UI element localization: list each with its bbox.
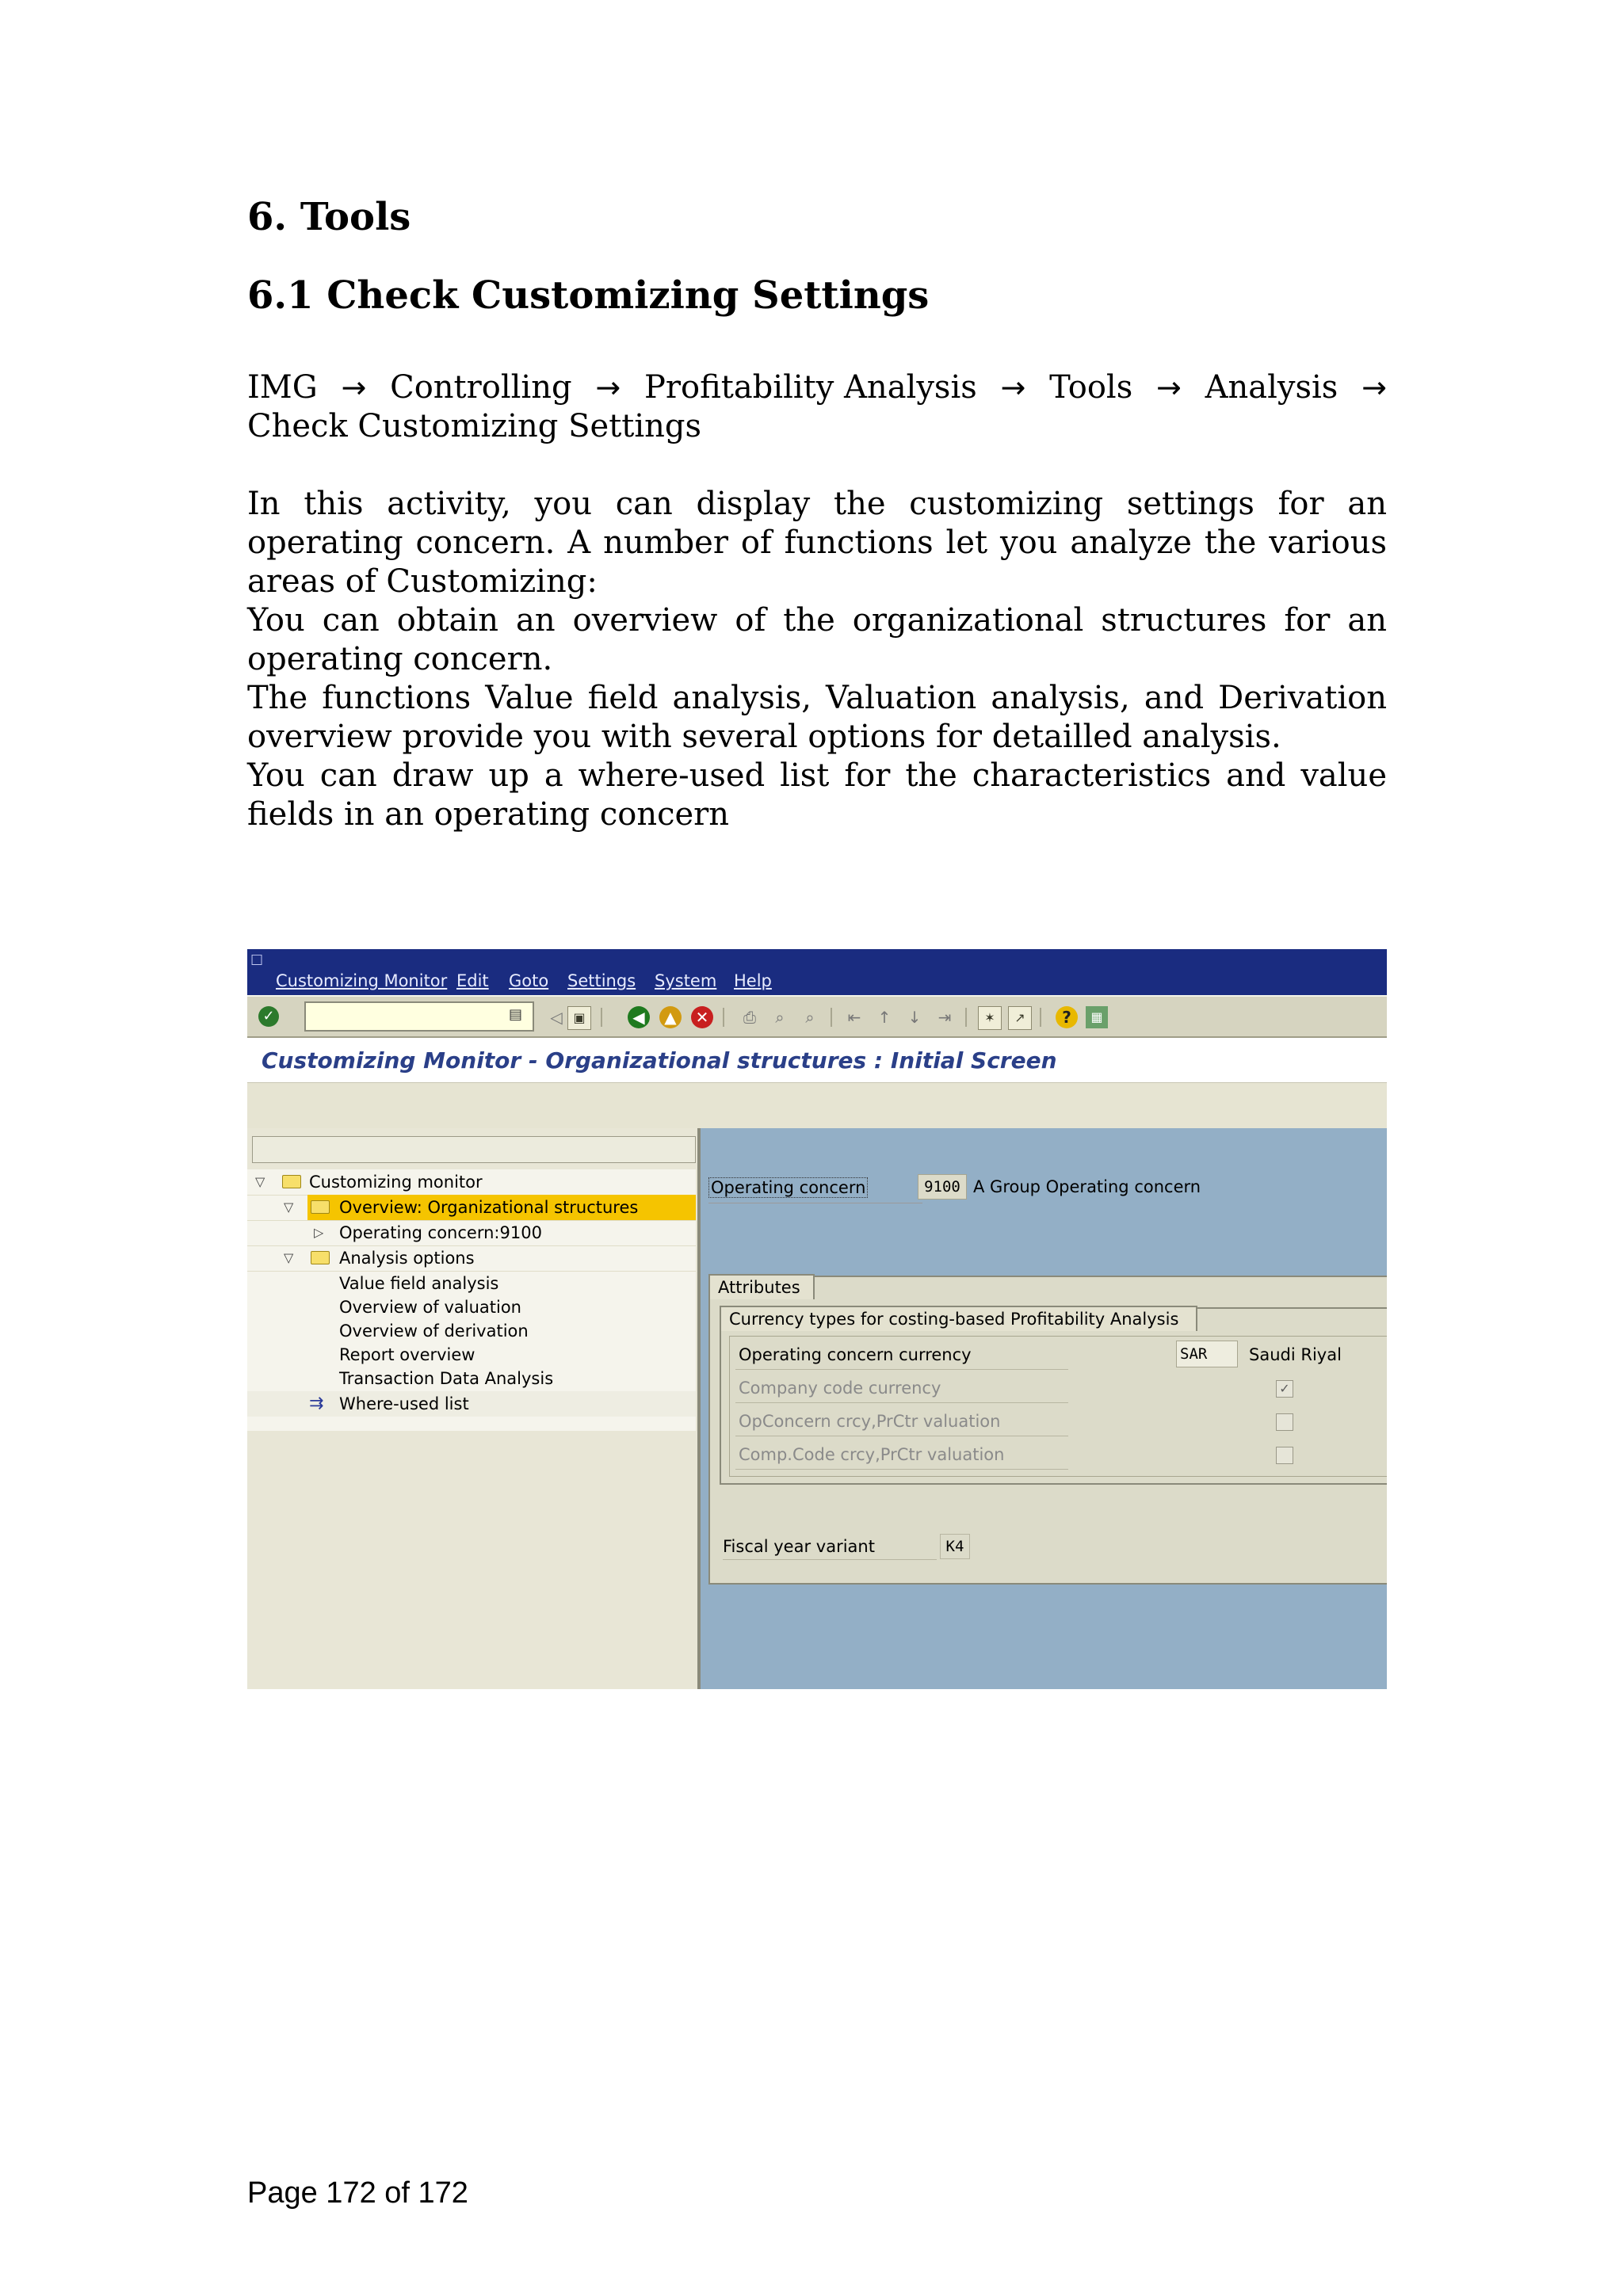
right-arrow-icon: → xyxy=(1361,370,1387,405)
paragraph: You can obtain an overview of the organizational structures for an operating concern. xyxy=(247,602,1387,677)
section-heading: 6. Tools xyxy=(247,195,411,239)
find-next-icon[interactable]: ⌕ xyxy=(805,1008,815,1027)
expanded-triangle-icon[interactable]: ▽ xyxy=(284,1250,294,1265)
tree-node-label: Overview: Organizational structures xyxy=(339,1198,639,1217)
opconcern-prctr-checkbox[interactable] xyxy=(1276,1413,1293,1431)
application-toolbar xyxy=(247,1082,1387,1129)
tree-node-label: Analysis options xyxy=(339,1249,475,1268)
opconcern-prctr-label: OpConcern crcy,PrCtr valuation xyxy=(739,1412,1001,1431)
menu-help[interactable]: Help xyxy=(734,971,772,990)
command-history-icon[interactable]: ▤ xyxy=(509,1006,523,1023)
tree-leaf-report-overview[interactable]: Report overview xyxy=(339,1345,475,1364)
folder-icon xyxy=(311,1200,330,1214)
compcode-prctr-checkbox[interactable] xyxy=(1276,1447,1293,1464)
back-arrow-icon[interactable]: ◁ xyxy=(550,1008,563,1027)
subsection-heading: 6.1 Check Customizing Settings xyxy=(247,273,930,318)
shortcut-icon[interactable]: ↗ xyxy=(1008,1006,1032,1030)
first-page-icon[interactable]: ⇤ xyxy=(847,1008,861,1027)
path-step: Analysis xyxy=(1205,369,1338,406)
right-arrow-icon: → xyxy=(1155,370,1182,405)
cancel-icon[interactable]: ✕ xyxy=(691,1006,713,1028)
tree-leaf-transaction-data-analysis[interactable]: Transaction Data Analysis xyxy=(339,1369,554,1388)
fiscal-year-variant-label: Fiscal year variant xyxy=(723,1537,875,1556)
back-icon[interactable]: ◀ xyxy=(628,1006,650,1028)
detail-pane xyxy=(701,1128,1387,1689)
next-page-icon[interactable]: ↓ xyxy=(907,1008,922,1027)
enter-check-icon[interactable]: ✓ xyxy=(258,1006,279,1027)
tree-leaf-value-field-analysis[interactable]: Value field analysis xyxy=(339,1274,499,1293)
compcode-prctr-label: Comp.Code crcy,PrCtr valuation xyxy=(739,1445,1005,1464)
path-step: IMG xyxy=(247,369,318,406)
tree-node-root[interactable] xyxy=(247,1169,696,1195)
tree-node-label: Operating concern:9100 xyxy=(339,1223,542,1242)
open-folder-icon xyxy=(311,1251,330,1264)
print-icon[interactable]: ⎙ xyxy=(743,1008,756,1027)
opconcern-currency-label: Operating concern currency xyxy=(739,1345,972,1364)
tree-node-where-used[interactable] xyxy=(247,1391,696,1417)
right-arrow-icon: → xyxy=(341,370,367,405)
previous-page-icon[interactable]: ↑ xyxy=(877,1008,892,1027)
menu-edit[interactable]: Edit xyxy=(456,971,489,990)
help-icon[interactable]: ? xyxy=(1056,1006,1078,1028)
folder-icon xyxy=(282,1175,301,1188)
tree xyxy=(247,1169,696,1431)
sap-menu-icon[interactable]: ☐ xyxy=(250,952,264,969)
command-field[interactable] xyxy=(304,1001,534,1032)
sap-screenshot xyxy=(247,949,1387,1689)
menu-goto[interactable]: Goto xyxy=(509,971,549,990)
paragraph: In this activity, you can display the customizing settings for an operating concern. A number of functions let you analyze the various areas of Customizing: xyxy=(247,486,1387,600)
menu-system[interactable]: System xyxy=(655,971,717,990)
save-icon[interactable]: ▣ xyxy=(567,1006,591,1030)
tree-header xyxy=(252,1136,696,1163)
img-path xyxy=(247,368,1387,407)
fiscal-year-variant-field[interactable]: K4 xyxy=(940,1534,970,1559)
menu-customizing-monitor[interactable]: Customizing Monitor xyxy=(276,971,448,990)
attributes-tab: Attributes xyxy=(708,1274,815,1299)
operating-concern-description: A Group Operating concern xyxy=(973,1177,1201,1196)
paragraph: You can draw up a where-used list for the characteristics and value fields in an operating concern xyxy=(247,757,1387,833)
tree-node-analysis-options[interactable] xyxy=(247,1245,696,1271)
menu-bar xyxy=(247,949,1387,995)
screen-title: Customizing Monitor - Organizational structures : Initial Screen xyxy=(262,1047,1057,1074)
currency-description: Saudi Riyal xyxy=(1249,1345,1342,1364)
last-page-icon[interactable]: ⇥ xyxy=(938,1008,952,1027)
tree-node-label: Where-used list xyxy=(339,1394,469,1413)
tree-leaf-overview-derivation[interactable]: Overview of derivation xyxy=(339,1322,529,1341)
tree-leaf-overview-valuation[interactable]: Overview of valuation xyxy=(339,1298,521,1317)
path-step: Controlling xyxy=(390,369,572,406)
company-code-currency-checkbox[interactable]: ✓ xyxy=(1276,1380,1293,1398)
navigation-tree-pane xyxy=(247,1128,701,1689)
collapsed-triangle-icon[interactable]: ▷ xyxy=(314,1225,324,1240)
layout-menu-icon[interactable]: ▦ xyxy=(1086,1006,1108,1028)
currency-types-tab: Currency types for costing-based Profitability Analysis xyxy=(720,1306,1197,1331)
expanded-triangle-icon[interactable]: ▽ xyxy=(255,1174,265,1189)
page-footer: Page 172 of 172 xyxy=(247,2176,468,2210)
paragraph: The functions Value field analysis, Valuation analysis, and Derivation overview provide you with several options for detailled analysis. xyxy=(247,680,1387,755)
path-step: Profitability Analysis xyxy=(643,369,977,406)
tree-node-label: Customizing monitor xyxy=(309,1173,483,1192)
standard-toolbar xyxy=(247,995,1387,1038)
path-step: Tools xyxy=(1049,369,1133,406)
right-arrow-icon: → xyxy=(595,370,621,405)
right-arrow-icon: → xyxy=(1000,370,1026,405)
tree-node-overview[interactable] xyxy=(247,1195,696,1220)
where-used-icon: ⇉ xyxy=(309,1394,324,1413)
operating-concern-label: Operating concern xyxy=(708,1177,868,1198)
expanded-triangle-icon[interactable]: ▽ xyxy=(284,1199,294,1215)
company-code-currency-label: Company code currency xyxy=(739,1379,941,1398)
operating-concern-field[interactable]: 9100 xyxy=(918,1174,967,1199)
screen-title-bar xyxy=(247,1038,1387,1082)
new-session-icon[interactable]: ✶ xyxy=(978,1006,1002,1030)
path-step-last: Check Customizing Settings xyxy=(247,408,702,444)
find-icon[interactable]: ⌕ xyxy=(775,1008,785,1027)
exit-icon[interactable]: ▲ xyxy=(659,1006,682,1028)
opconcern-currency-field[interactable]: SAR xyxy=(1176,1341,1238,1367)
tree-node-opconcern[interactable] xyxy=(247,1220,696,1245)
menu-settings[interactable]: Settings xyxy=(567,971,636,990)
